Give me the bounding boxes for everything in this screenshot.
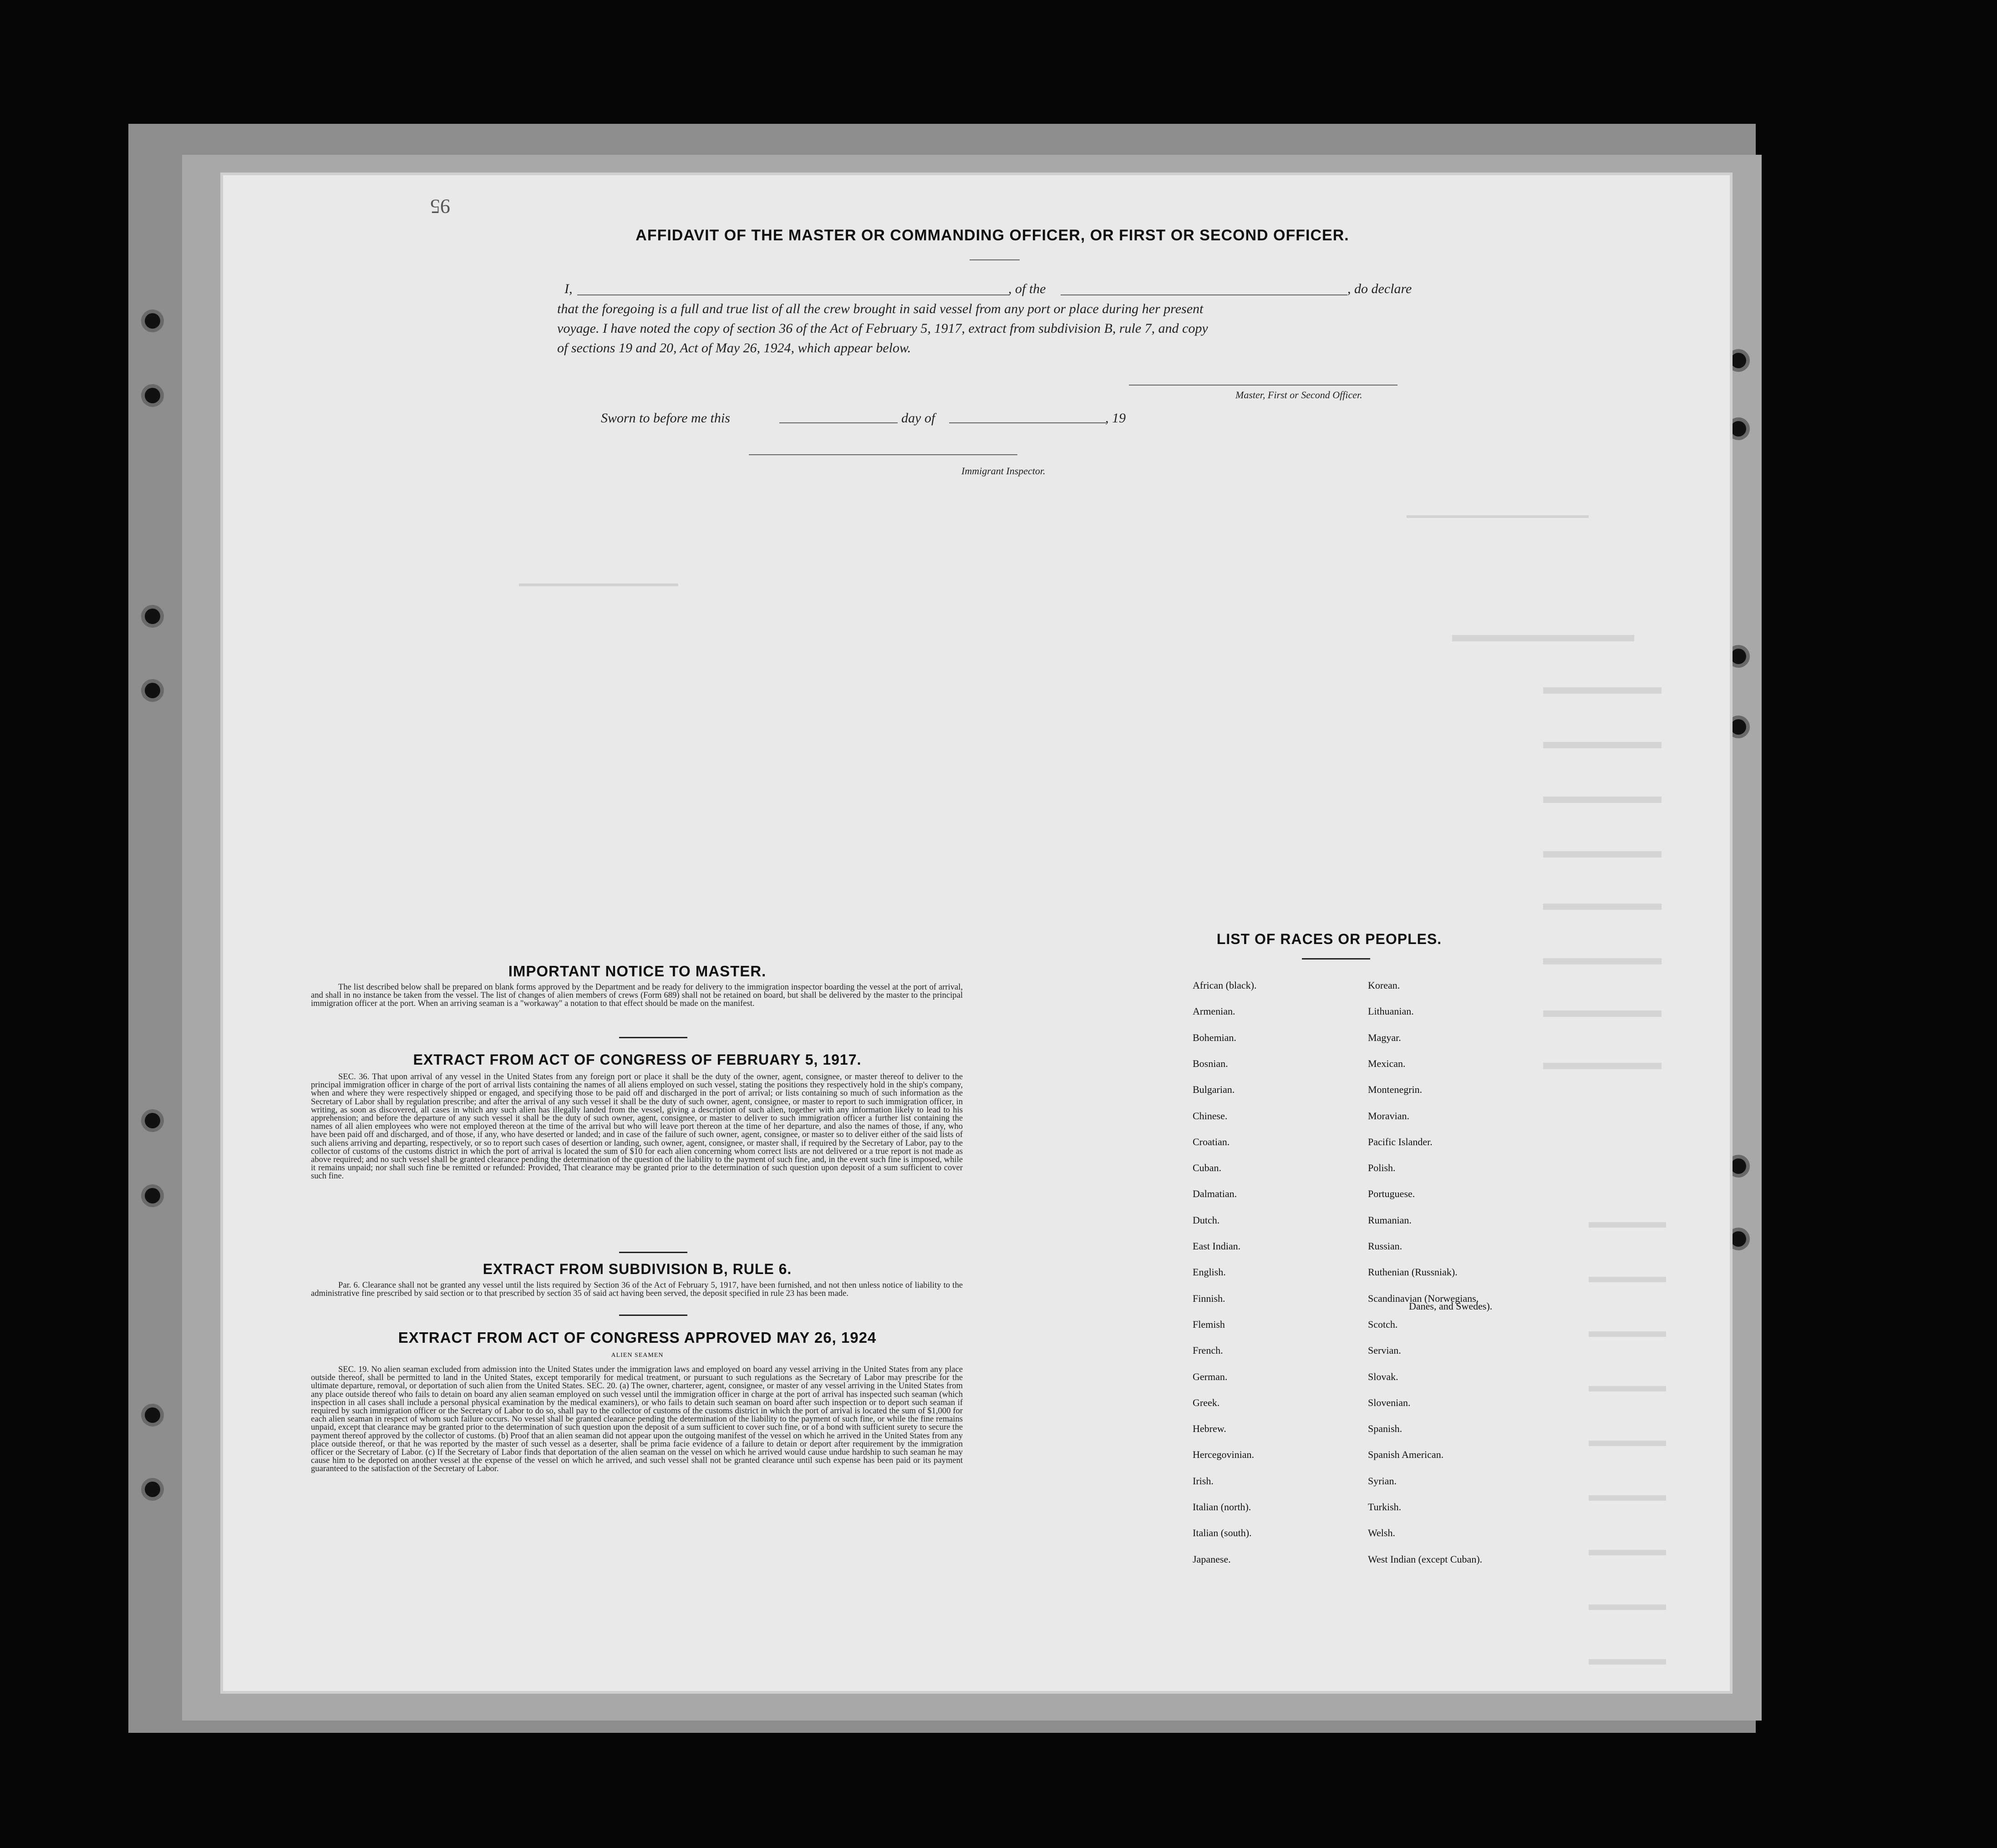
- binder-hole: [145, 1482, 160, 1497]
- race-item: Croatian.: [1193, 1136, 1230, 1147]
- race-item: Scandinavian (Norwegians,: [1368, 1292, 1479, 1304]
- extract-1917-rule: [619, 1252, 687, 1253]
- page-number: 95: [430, 195, 450, 218]
- race-item: Syrian.: [1368, 1475, 1397, 1487]
- binder-hole: [1731, 649, 1746, 664]
- binder-hole: [1731, 719, 1746, 735]
- extract-1917-title: EXTRACT FROM ACT OF CONGRESS OF FEBRUARY 5, 1917.: [413, 1051, 862, 1068]
- extract-1924-title: EXTRACT FROM ACT OF CONGRESS APPROVED MAY 26, 1924: [398, 1329, 877, 1346]
- rule-6-rule: [619, 1315, 687, 1316]
- race-item: Spanish.: [1368, 1423, 1402, 1435]
- race-item: Korean.: [1368, 980, 1400, 991]
- inspector-label: Immigrant Inspector.: [961, 465, 1046, 477]
- i-label: I,: [564, 281, 573, 296]
- race-item: Slovenian.: [1368, 1396, 1411, 1408]
- affidavit-line-2: that the foregoing is a full and true list of all the crew brought in said vessel from any port or place during her present: [557, 301, 1204, 316]
- race-item: Polish.: [1368, 1162, 1396, 1174]
- race-item: Greek.: [1193, 1396, 1220, 1408]
- race-item: Magyar.: [1368, 1031, 1401, 1043]
- binder-hole: [145, 313, 160, 329]
- race-item: Pacific Islander.: [1368, 1136, 1433, 1147]
- of-the-label: , of the: [1008, 281, 1046, 296]
- race-item: Japanese.: [1193, 1553, 1231, 1565]
- binder-hole: [145, 609, 160, 624]
- race-item: Slovak.: [1368, 1371, 1398, 1382]
- race-item: Montenegrin.: [1368, 1084, 1423, 1096]
- race-item: Portuguese.: [1368, 1188, 1415, 1200]
- binder-hole: [1731, 421, 1746, 437]
- race-item: Welsh.: [1368, 1527, 1395, 1539]
- race-item: Dutch.: [1193, 1214, 1220, 1226]
- race-item: African (black).: [1193, 980, 1257, 991]
- binder-hole: [145, 1188, 160, 1203]
- race-item: Italian (south).: [1193, 1527, 1252, 1539]
- race-item: Irish.: [1193, 1475, 1214, 1487]
- binder-hole: [145, 1113, 160, 1128]
- race-item: German.: [1193, 1371, 1228, 1382]
- binder-hole: [1731, 1231, 1746, 1247]
- sworn-month-blank[interactable]: [949, 422, 1106, 423]
- race-item: French.: [1193, 1345, 1223, 1356]
- binder-hole: [1731, 353, 1746, 368]
- race-item: Flemish: [1193, 1318, 1225, 1330]
- race-item: Rumanian.: [1368, 1214, 1412, 1226]
- title-underline: [970, 259, 1020, 260]
- race-item: Turkish.: [1368, 1501, 1402, 1513]
- race-item: Moravian.: [1368, 1110, 1410, 1122]
- race-item-continuation: Danes, and Swedes).: [1409, 1300, 1493, 1312]
- rule-6-text: Par. 6. Clearance shall not be granted any vessel until the lists required by Section 36 of the Act of February 5, 1917, have been furnished, and not then unless notice of liability to the administrative fine prescribed by said section or to that prescribed by section 35 of said act having been served, the deposit specified in rule 23 has been made.: [311, 1280, 963, 1299]
- affidavit-title: AFFIDAVIT OF THE MASTER OR COMMANDING OFFICER, OR FIRST OR SECOND OFFICER.: [635, 227, 1349, 244]
- race-item: Bohemian.: [1193, 1031, 1236, 1043]
- race-item: Hebrew.: [1193, 1423, 1226, 1435]
- master-signature-label: Master, First or Second Officer.: [1235, 389, 1362, 401]
- race-item: Italian (north).: [1193, 1501, 1251, 1513]
- notice-title: IMPORTANT NOTICE TO MASTER.: [508, 963, 767, 980]
- binder-hole: [145, 1407, 160, 1423]
- extract-1917-text: SEC. 36. That upon arrival of any vessel in the United States from any foreign port or place it shall be the duty of the owner, agent, consignee, or master thereof to deliver to the principal immigration officer in charge of the port of arrival lists containing the names of all aliens employed on such vessel, stating the positions they respectively hold in the ship's company, when and where they were respectively shipped or engaged, and specifying those to be paid off and discharged in the port of arrival; or lists containing so much of such information as the Secretary of Labor shall by regulation prescribe; and after the arrival of any such vessel it shall be the duty of such owner, agent, consignee, or master to report to such immigration officer, in writing, as soon as discovered, all cases in which any such alien has illegally landed from the vessel, giving a description of such alien, together with any information likely to lead to his apprehension; and before the departure of any such vessel it shall be the duty of such owner, agent, consignee, or master to deliver to such immigration officer a further list containing the names of all alien employees who were not employed thereon at the time of the arrival but who will leave port thereon at the time of her departure, and also the names of those, if any, who have been paid off and discharged, and of those, if any, who have deserted or landed; and in case of the failure of such owner, agent, consignee, or master so to deliver either of the said lists of such aliens arriving and departing, respectively, or so to report such cases of desertion or landing, such owner, agent, consignee, or master shall, if required by the Secretary of Labor, pay to the collector of customs of the customs district in which the port of arrival is located the sum of $10 for each alien concerning whom correct lists are not delivered or a true report is not made as above required; and no such vessel shall be granted clearance pending the determination of the question of the liability to the payment of such fine, and, in the event such fine is imposed, while it remains unpaid; nor shall such fine be remitted or refunded: Provided, That clearance may be granted prior to the determination of such question upon deposit of a sum sufficient to cover such fine.: [311, 1072, 963, 1181]
- inspector-signature-line[interactable]: [749, 454, 1017, 455]
- race-item: Bulgarian.: [1193, 1084, 1235, 1096]
- race-item: Lithuanian.: [1368, 1005, 1414, 1017]
- races-title: LIST OF RACES OR PEOPLES.: [1216, 931, 1442, 947]
- sworn-label: Sworn to before me this: [601, 411, 730, 426]
- race-item: Bosnian.: [1193, 1057, 1228, 1069]
- race-item: Dalmatian.: [1193, 1188, 1237, 1200]
- rule-6-title: EXTRACT FROM SUBDIVISION B, RULE 6.: [483, 1261, 792, 1277]
- race-item: East Indian.: [1193, 1240, 1241, 1252]
- race-item: Scotch.: [1368, 1318, 1398, 1330]
- extract-1924-text: SEC. 19. No alien seaman excluded from admission into the United States under the immigration laws and employed on board any vessel arriving in the United States from any place outside thereof, shall be permitted to land in the United States, except temporarily for medical treatment, or pursuant to such regulations as the Secretary of Labor may prescribe for the ultimate departure, removal, or deportation of such alien from the United States. SEC. 20. (a) The owner, charterer, agent, consignee, or master of any vessel arriving in the United States from any place outside thereof who fails to detain on board any alien seaman employed on such vessel until the immigration officer in charge at the port of arrival has inspected such seaman (which inspection in all cases shall include a personal physical examination by the medical examiners), or who fails to detain such seaman on board after such inspection or to deport such seaman if required by such immigration officer or the Secretary of Labor to do so, shall pay to the collector of customs of the customs district in which the port of arrival is located the sum of $1,000 for each alien seaman in respect of whom such failure occurs. No vessel shall be granted clearance pending the determination of the liability to the payment of such fine, or while the fine remains unpaid, except that clearance may be granted prior to the determination of such question upon the deposit of a sum sufficient to cover such fine, or of a bond with sufficient surety to secure the payment thereof approved by the collector of customs. (b) Proof that an alien seaman did not appear upon the outgoing manifest of the vessel on which he arrived in the United States from any place outside thereof, or that he was reported by the master of such vessel as a deserter, shall be prima facie evidence of a failure to detain or deport after requirement by the immigration officer or the Secretary of Labor. (c) If the Secretary of Labor finds that deportation of the alien seaman on the vessel on which he arrived would cause undue hardship to such seaman he may cause him to be deported on another vessel at the expense of the vessel on which he arrived, and such vessel shall not be granted clearance until such expense has been paid or its payment guaranteed to the satisfaction of the Secretary of Labor.: [311, 1365, 963, 1474]
- master-signature-line[interactable]: [1129, 385, 1397, 386]
- name-blank[interactable]: [577, 294, 1010, 295]
- sworn-day-blank[interactable]: [779, 422, 898, 423]
- year-label: , 19: [1105, 411, 1126, 426]
- affidavit-line-4: of sections 19 and 20, Act of May 26, 1924, which appear below.: [557, 340, 911, 355]
- race-item: Mexican.: [1368, 1057, 1406, 1069]
- races-title-rule: [1302, 958, 1370, 960]
- race-item: Russian.: [1368, 1240, 1402, 1252]
- notice-text: The list described below shall be prepared on blank forms approved by the Department and be ready for delivery to the immigration inspector boarding the vessel at the port of arrival, and shall in no instance be taken from the vessel. The list of changes of alien members of crews (Form 689) shall not be retained on board, but shall be delivered by the master to the principal immigration officer at the port. When an arriving seaman is a "workaway" a notation to that effect should be made on the manifest.: [311, 982, 963, 1009]
- do-declare-label: , do declare: [1347, 281, 1412, 296]
- race-item: Spanish American.: [1368, 1449, 1444, 1461]
- race-item: West Indian (except Cuban).: [1368, 1553, 1483, 1565]
- race-item: Armenian.: [1193, 1005, 1235, 1017]
- binder-hole: [145, 683, 160, 698]
- affidavit-line-3: voyage. I have noted the copy of section 36 of the Act of February 5, 1917, extract from subdivision B, rule 7, and copy: [557, 321, 1208, 336]
- race-item: Servian.: [1368, 1345, 1401, 1356]
- notice-rule: [619, 1037, 687, 1038]
- binder-hole: [145, 388, 160, 403]
- day-of-label: day of: [901, 411, 935, 426]
- vessel-blank[interactable]: [1061, 294, 1347, 295]
- race-item: English.: [1193, 1266, 1226, 1278]
- race-item: Chinese.: [1193, 1110, 1228, 1122]
- race-item: Ruthenian (Russniak).: [1368, 1266, 1458, 1278]
- race-item: Finnish.: [1193, 1292, 1225, 1304]
- race-item: Hercegovinian.: [1193, 1449, 1254, 1461]
- binder-hole: [1731, 1158, 1746, 1174]
- race-item: Cuban.: [1193, 1162, 1221, 1174]
- extract-1924-subtitle: ALIEN SEAMEN: [611, 1352, 664, 1359]
